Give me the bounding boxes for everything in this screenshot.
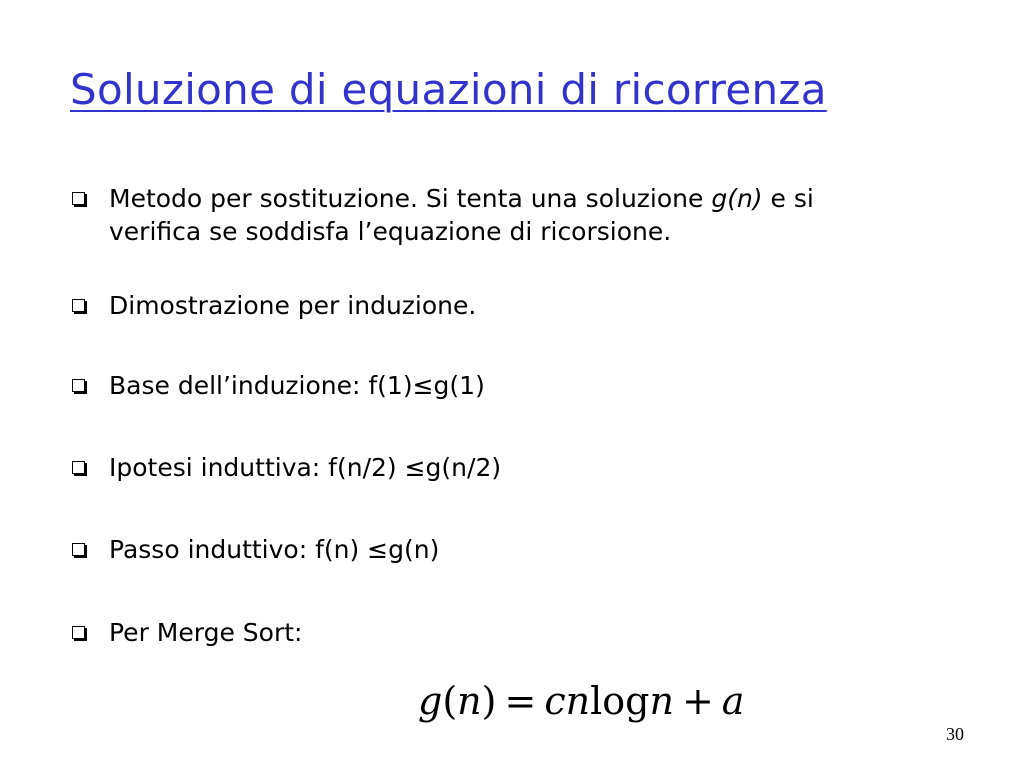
bullet-text: Base dell’induzione: f(1)≤g(1) <box>109 371 485 400</box>
bullet-item-merge-sort <box>72 616 892 649</box>
function-g-of-n: g(n) <box>711 184 763 213</box>
merge-sort-formula <box>418 676 744 726</box>
bullet-item-induction-proof <box>72 289 892 322</box>
formula-n: n <box>649 679 674 723</box>
bullet-item-substitution-method <box>72 182 892 248</box>
square-bullet-icon <box>72 192 85 205</box>
formula-n: n <box>565 679 591 723</box>
bullet-text: Metodo per sostituzione. Si tenta una soluzione g(n) e si verifica se soddisfa l’equazione di ricorsione. <box>109 184 814 246</box>
square-bullet-icon <box>72 543 85 556</box>
slide-title: Soluzione di equazioni di ricorrenza <box>70 65 827 114</box>
bullet-text: Per Merge Sort: <box>109 618 303 647</box>
square-bullet-icon <box>72 626 85 639</box>
formula-g: g <box>418 679 443 723</box>
formula-close-paren: ) <box>481 679 497 723</box>
formula-n-arg: n <box>457 679 482 723</box>
formula-plus: + <box>681 679 714 723</box>
bullet-item-induction-base <box>72 369 892 402</box>
formula-log: log <box>590 679 650 723</box>
page-number: 30 <box>946 724 964 744</box>
square-bullet-icon <box>72 461 85 474</box>
bullet-text: Ipotesi induttiva: f(n/2) ≤g(n/2) <box>109 453 502 482</box>
formula-a: a <box>721 679 745 723</box>
formula-open-paren: ( <box>442 679 458 723</box>
square-bullet-icon <box>72 379 85 392</box>
bullet-item-inductive-hypothesis <box>72 451 892 484</box>
bullet-text: Passo induttivo: f(n) ≤g(n) <box>109 535 440 564</box>
formula-c: c <box>544 679 566 723</box>
square-bullet-icon <box>72 299 85 312</box>
bullet-text: Dimostrazione per induzione. <box>109 291 477 320</box>
formula-equals: = <box>504 679 537 723</box>
bullet-item-inductive-step <box>72 533 892 566</box>
